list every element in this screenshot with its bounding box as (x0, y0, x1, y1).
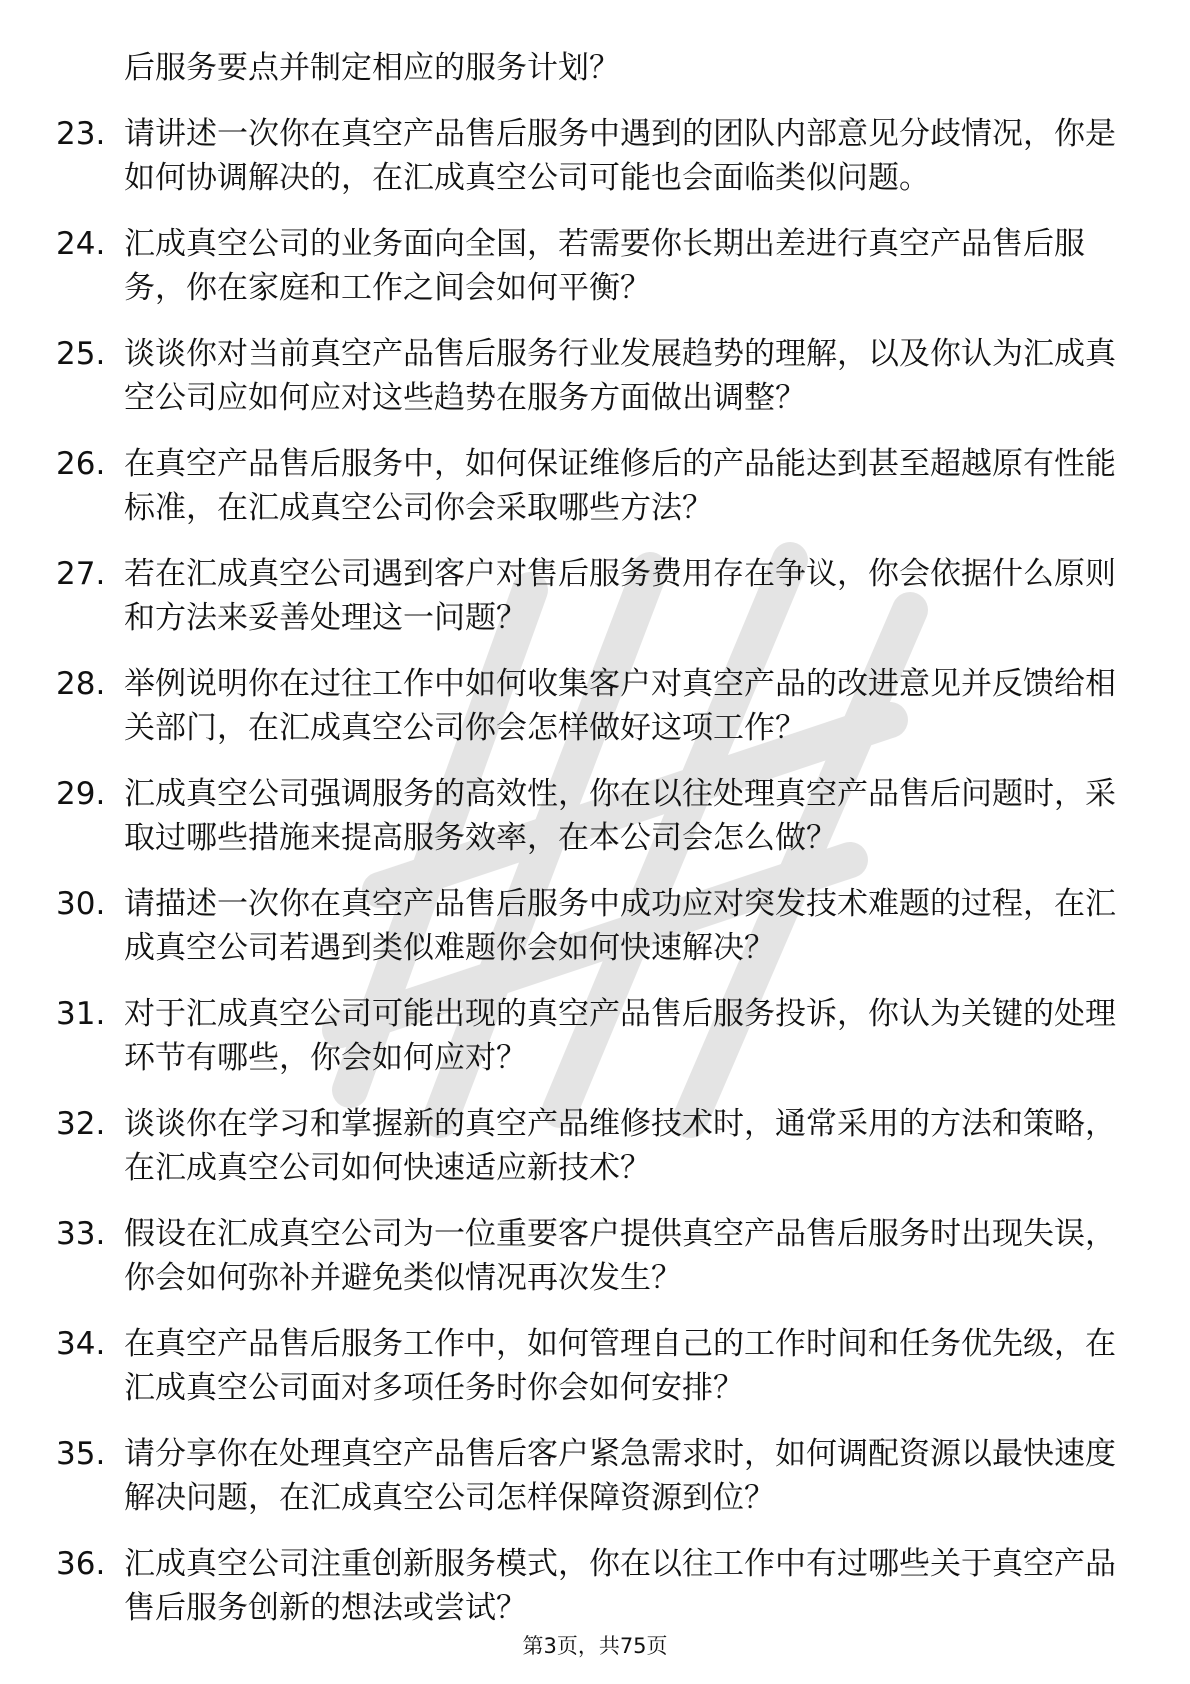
list-item (56, 882, 1126, 970)
question-text: 若在汇成真空公司遇到客户对售后服务费用存在争议，你会依据什么原则和方法来妥善处理这一问题？ (124, 556, 1116, 636)
question-list (56, 112, 1126, 1630)
question-number: 26. (56, 446, 106, 482)
list-item (56, 112, 1126, 200)
question-text: 请描述一次你在真空产品售后服务中成功应对突发技术难题的过程，在汇成真空公司若遇到类似难题你会如何快速解决？ (124, 886, 1116, 966)
question-text: 对于汇成真空公司可能出现的真空产品售后服务投诉，你认为关键的处理环节有哪些，你会如何应对？ (124, 996, 1116, 1076)
question-text: 请讲述一次你在真空产品售后服务中遇到的团队内部意见分歧情况，你是如何协调解决的，在汇成真空公司可能也会面临类似问题。 (124, 116, 1116, 196)
question-number: 35. (56, 1436, 106, 1472)
list-item (56, 1102, 1126, 1190)
list-item (56, 1432, 1126, 1520)
list-item (56, 332, 1126, 420)
list-item (56, 1322, 1126, 1410)
continuation-line: 后服务要点并制定相应的服务计划？ (124, 50, 620, 86)
question-number: 31. (56, 996, 106, 1032)
list-item (56, 772, 1126, 860)
page-footer: 第3页，共75页 (522, 1634, 668, 1658)
question-number: 36. (56, 1546, 106, 1582)
question-number: 27. (56, 556, 106, 592)
question-text: 请分享你在处理真空产品售后客户紧急需求时，如何调配资源以最快速度解决问题，在汇成真空公司怎样保障资源到位？ (124, 1436, 1116, 1516)
list-item (56, 222, 1126, 310)
question-text: 汇成真空公司的业务面向全国，若需要你长期出差进行真空产品售后服务，你在家庭和工作之间会如何平衡？ (124, 226, 1085, 306)
list-item (56, 442, 1126, 530)
list-item (56, 1542, 1126, 1630)
list-item (56, 662, 1126, 750)
question-text: 在真空产品售后服务工作中，如何管理自己的工作时间和任务优先级，在汇成真空公司面对多项任务时你会如何安排？ (124, 1326, 1116, 1406)
question-number: 30. (56, 886, 106, 922)
question-number: 32. (56, 1106, 106, 1142)
list-item (56, 992, 1126, 1080)
question-number: 24. (56, 226, 106, 262)
question-text: 谈谈你对当前真空产品售后服务行业发展趋势的理解，以及你认为汇成真空公司应如何应对这些趋势在服务方面做出调整？ (124, 336, 1116, 416)
question-text: 汇成真空公司强调服务的高效性，你在以往处理真空产品售后问题时，采取过哪些措施来提高服务效率，在本公司会怎么做？ (124, 776, 1116, 856)
question-text: 汇成真空公司注重创新服务模式，你在以往工作中有过哪些关于真空产品售后服务创新的想法或尝试？ (124, 1546, 1116, 1626)
question-number: 23. (56, 116, 106, 152)
question-number: 25. (56, 336, 106, 372)
question-text: 假设在汇成真空公司为一位重要客户提供真空产品售后服务时出现失误，你会如何弥补并避免类似情况再次发生？ (124, 1216, 1116, 1296)
question-number: 28. (56, 666, 106, 702)
question-text: 谈谈你在学习和掌握新的真空产品维修技术时，通常采用的方法和策略，在汇成真空公司如何快速适应新技术？ (124, 1106, 1116, 1186)
list-item (56, 1212, 1126, 1300)
question-text: 在真空产品售后服务中，如何保证维修后的产品能达到甚至超越原有性能标准，在汇成真空公司你会采取哪些方法？ (124, 446, 1116, 526)
question-content (56, 46, 1126, 1652)
question-text: 举例说明你在过往工作中如何收集客户对真空产品的改进意见并反馈给相关部门，在汇成真空公司你会怎样做好这项工作？ (124, 666, 1116, 746)
list-item (56, 552, 1126, 640)
question-number: 34. (56, 1326, 106, 1362)
question-number: 33. (56, 1216, 106, 1252)
question-number: 29. (56, 776, 106, 812)
